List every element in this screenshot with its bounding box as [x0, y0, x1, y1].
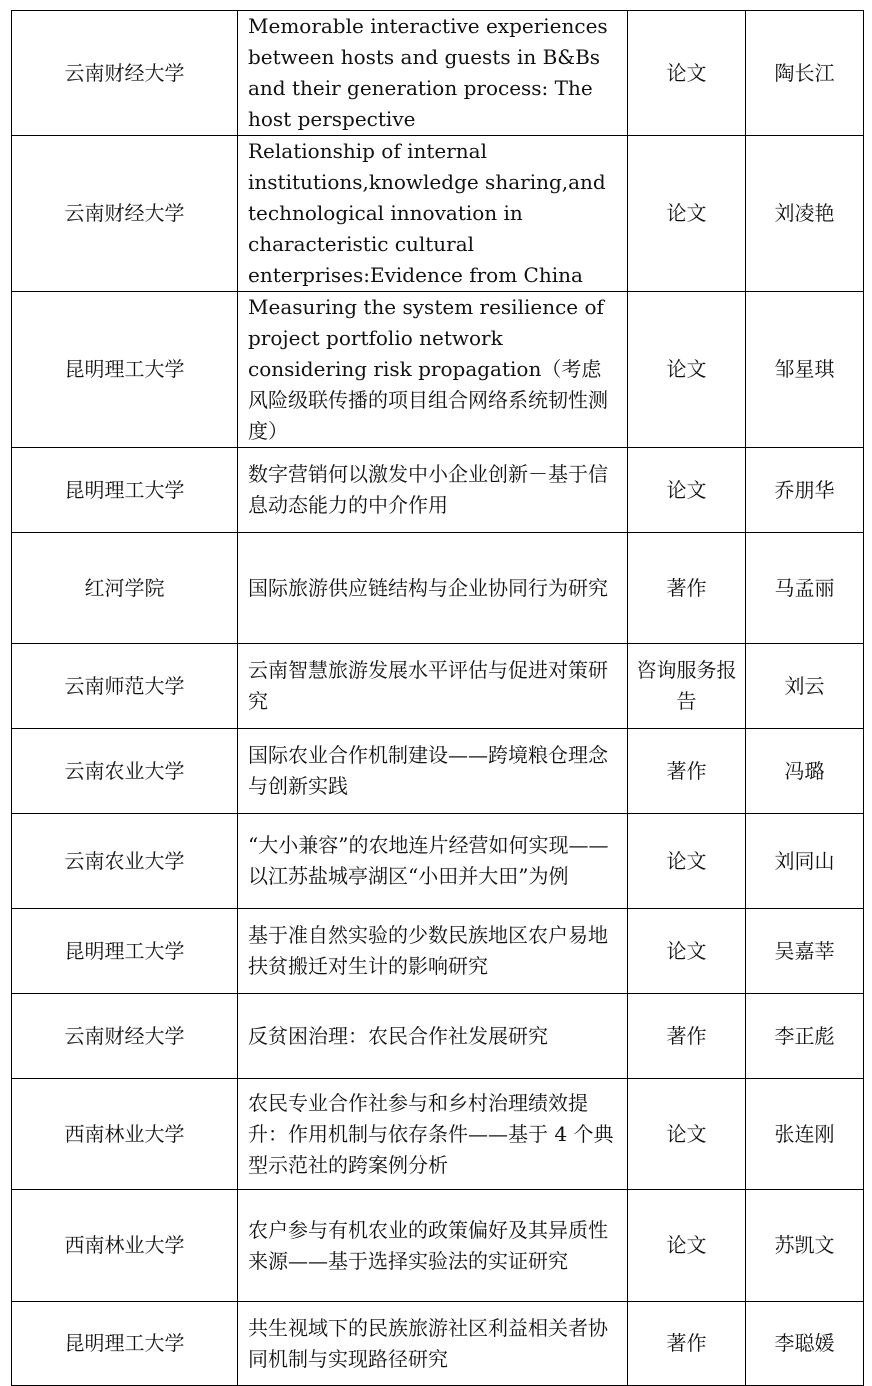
author-cell: 刘凌艳: [746, 136, 864, 292]
title-cell: 反贫困治理：农民合作社发展研究: [238, 994, 628, 1079]
author-cell: 刘同山: [746, 814, 864, 909]
author-cell: 苏凯文: [746, 1190, 864, 1302]
type-cell: 著作: [628, 533, 746, 644]
awards-table: [11, 10, 864, 1386]
unit-cell: 昆明理工大学: [12, 909, 238, 994]
type-cell: 论文: [628, 136, 746, 292]
title-cell: 共生视域下的民族旅游社区利益相关者协同机制与实现路径研究: [238, 1302, 628, 1386]
unit-cell: 昆明理工大学: [12, 448, 238, 533]
table-row: [12, 729, 864, 814]
type-cell: 论文: [628, 909, 746, 994]
title-cell: 农户参与有机农业的政策偏好及其异质性来源——基于选择实验法的实证研究: [238, 1190, 628, 1302]
table-row: [12, 1190, 864, 1302]
title-cell: “大小兼容”的农地连片经营如何实现——以江苏盐城亭湖区“小田并大田”为例: [238, 814, 628, 909]
unit-cell: 云南师范大学: [12, 644, 238, 729]
unit-cell: 昆明理工大学: [12, 292, 238, 448]
unit-cell: 云南财经大学: [12, 11, 238, 136]
type-cell: 论文: [628, 448, 746, 533]
type-cell: 论文: [628, 1190, 746, 1302]
author-cell: 冯璐: [746, 729, 864, 814]
unit-cell: 云南财经大学: [12, 136, 238, 292]
table-row: [12, 533, 864, 644]
table-row: [12, 994, 864, 1079]
type-cell: 著作: [628, 729, 746, 814]
type-cell: 论文: [628, 292, 746, 448]
title-cell: 云南智慧旅游发展水平评估与促进对策研究: [238, 644, 628, 729]
title-cell: 国际农业合作机制建设——跨境粮仓理念与创新实践: [238, 729, 628, 814]
table-row: [12, 292, 864, 448]
author-cell: 李正彪: [746, 994, 864, 1079]
author-cell: 乔朋华: [746, 448, 864, 533]
unit-cell: 云南农业大学: [12, 814, 238, 909]
type-cell: 咨询服务报告: [628, 644, 746, 729]
author-cell: 邹星琪: [746, 292, 864, 448]
unit-cell: 西南林业大学: [12, 1190, 238, 1302]
title-cell: 国际旅游供应链结构与企业协同行为研究: [238, 533, 628, 644]
unit-cell: 昆明理工大学: [12, 1302, 238, 1386]
type-cell: 论文: [628, 814, 746, 909]
table-row: [12, 1079, 864, 1190]
unit-cell: 红河学院: [12, 533, 238, 644]
title-cell: Measuring the system resilience of project portfolio network considering risk propagation（考虑风险级联传播的项目组合网络系统韧性测度）: [238, 292, 628, 448]
title-cell: Memorable interactive experiences between hosts and guests in B&Bs and their generation process: The host perspective: [238, 11, 628, 136]
title-cell: 数字营销何以激发中小企业创新－基于信息动态能力的中介作用: [238, 448, 628, 533]
author-cell: 刘云: [746, 644, 864, 729]
unit-cell: 云南农业大学: [12, 729, 238, 814]
table-row: [12, 909, 864, 994]
type-cell: 著作: [628, 1302, 746, 1386]
author-cell: 李聪媛: [746, 1302, 864, 1386]
author-cell: 马孟丽: [746, 533, 864, 644]
table-row: [12, 644, 864, 729]
type-cell: 著作: [628, 994, 746, 1079]
author-cell: 陶长江: [746, 11, 864, 136]
title-cell: 基于准自然实验的少数民族地区农户易地扶贫搬迁对生计的影响研究: [238, 909, 628, 994]
author-cell: 吴嘉莘: [746, 909, 864, 994]
table-row: [12, 136, 864, 292]
author-cell: 张连刚: [746, 1079, 864, 1190]
title-cell: 农民专业合作社参与和乡村治理绩效提升：作用机制与依存条件——基于 4 个典型示范社的跨案例分析: [238, 1079, 628, 1190]
unit-cell: 西南林业大学: [12, 1079, 238, 1190]
unit-cell: 云南财经大学: [12, 994, 238, 1079]
table-row: [12, 814, 864, 909]
title-cell: Relationship of internal institutions,knowledge sharing,and technological innovation in characteristic cultural enterprises:Evidence from China: [238, 136, 628, 292]
table-row: [12, 448, 864, 533]
type-cell: 论文: [628, 1079, 746, 1190]
table-row: [12, 11, 864, 136]
type-cell: 论文: [628, 11, 746, 136]
table-row: [12, 1302, 864, 1386]
